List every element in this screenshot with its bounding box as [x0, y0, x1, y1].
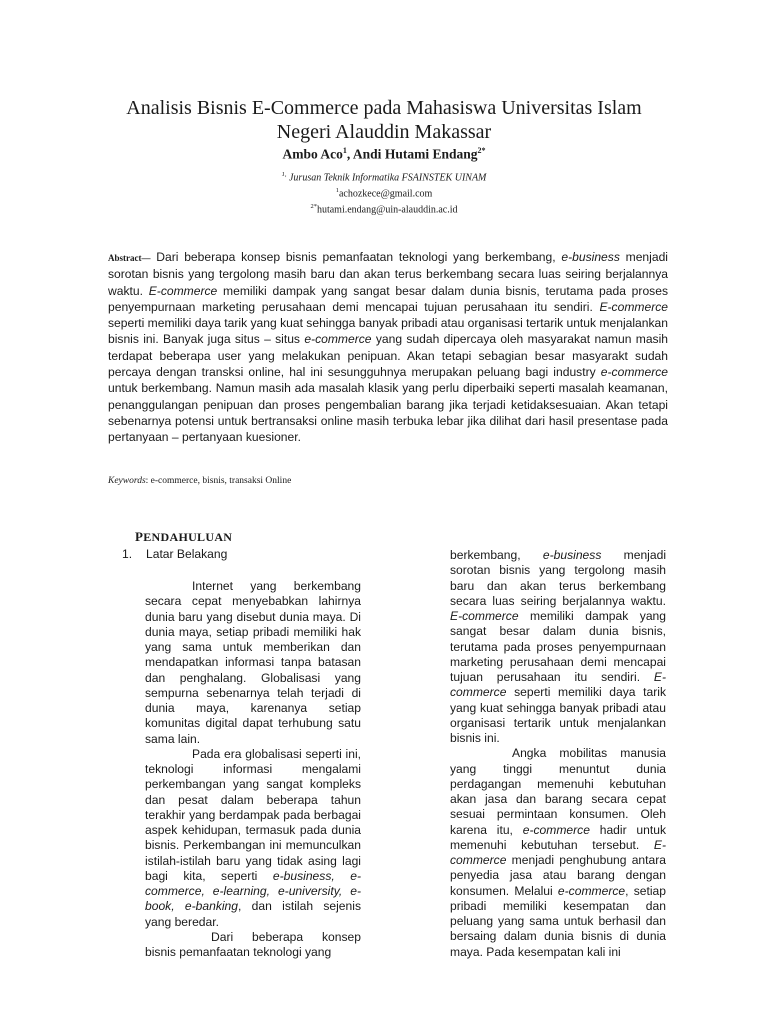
- affiliation-sup: 1,: [281, 171, 287, 178]
- right-p1-text-1: berkembang,: [450, 548, 543, 562]
- subsection-heading: [122, 547, 227, 561]
- right-p1-text-3: memiliki dampak yang sangat besar dalam dunia bisnis, terutama pada proses penyempurnaan marketing perusahaan demi mencapai tujuan perusahaan itu sendiri.: [450, 609, 666, 684]
- email-2-text: hutami.endang@uin-alauddin.ac.id: [316, 204, 458, 216]
- abstract-text-1: Dari beberapa konsep bisnis pemanfaatan teknologi yang berkembang,: [150, 250, 562, 264]
- right-p2-text-3: menjadi penghubung antara penyedia jasa atau barang dengan konsumen. Melalui: [450, 853, 666, 898]
- right-p1-text-4: seperti memiliki daya tarik yang kuat sehingga banyak pribadi atau organisasi tertarik untuk menjalankan bisnis ini.: [450, 685, 666, 745]
- affiliation: [0, 171, 768, 183]
- keywords-label: Keywords: [108, 476, 146, 486]
- author-separator: ,: [346, 146, 353, 162]
- abstract-text-6: untuk berkembang. Namun masih ada masalah klasik yang perlu diperbaiki seperti masalah keamanan, penanggulangan penipuan dan proses pengembalian barang jika terjadi ketidaksesuaian. Akan tetapi sebenarnya potensi untuk bertransaksi online masih terbuka lebar jika dilihat dari hasil presentase pada pertanyaan – pertanyaan kuesioner.: [108, 381, 668, 445]
- affiliation-text: Jurusan Teknik Informatika FSAINSTEK UINAM: [286, 172, 487, 184]
- email-1: [0, 187, 768, 199]
- abstract-text-3: memiliki dampak yang sangat besar dalam dunia bisnis, terutama pada proses penyempurnaan marketing perusahaan demi mencapai tujuan perusahaan itu sendiri.: [108, 283, 668, 314]
- right-p1-text-2: menjadi sorotan bisnis yang tergolong masih baru dan akan terus berkembang secara luas seiring berjalannya waktu.: [450, 548, 667, 608]
- abstract: [108, 249, 668, 446]
- section-heading-initial: P: [135, 529, 144, 544]
- author-2-sup: 2*: [477, 146, 486, 155]
- right-column: [450, 548, 666, 960]
- title-line-1: Analisis Bisnis E-Commerce pada Mahasiswa Universitas Islam: [126, 97, 642, 119]
- abstract-text-5: yang sudah dipercaya oleh masyarakat namun masih terdapat beberapa user yang melakukan penipuan. Akan tetapi sebagian besar masyarakt sudah percaya dengan transksi online, hal ini sesungguhnya merupakan peluang bagi industry: [108, 332, 668, 380]
- keywords-value: : e-commerce, bisnis, transaksi Online: [145, 476, 292, 486]
- author-1: Ambo Aco: [282, 146, 343, 162]
- email-2-sup: 2*: [310, 203, 317, 210]
- right-paragraph-1: [450, 548, 666, 746]
- abstract-label: Abstract—: [108, 253, 151, 263]
- right-p2-italic-1: e-commerce: [522, 822, 590, 837]
- abstract-text-4: seperti memiliki daya tarik yang kuat sehingga banyak pribadi atau organisasi tertarik untuk menjalankan bisnis ini. Banyak juga situs – situs: [108, 316, 668, 347]
- author-2: Andi Hutami Endang: [352, 146, 478, 162]
- right-p1-italic-3: E-commerce: [450, 670, 666, 700]
- section-heading-rest: ENDAHULUAN: [143, 530, 233, 544]
- right-p2-italic-2: E-commerce: [450, 837, 666, 867]
- left-paragraph-2: [145, 747, 361, 930]
- left-paragraph-3: Dari beberapa konsep bisnis pemanfaatan teknologi yang: [145, 929, 361, 959]
- title-line-2: Negeri Alauddin Makassar: [276, 121, 492, 143]
- section-heading: [135, 529, 232, 545]
- right-p2-text-4: , setiap pribadi memiliki kesempatan dan peluang yang sama untuk berhasil dan bersaing dalam dunia bisnis di dunia maya. Pada kesempatan kali ini: [450, 883, 666, 959]
- authors: [0, 146, 768, 163]
- right-p2-text-1: Angka mobilitas manusia yang tinggi menuntut dunia perdagangan memenuhi kebutuhan akan jasa dan barang secara cepat sesuai permintaan konsumen. Oleh karena itu,: [450, 746, 666, 837]
- left-column: [145, 579, 361, 960]
- right-p1-italic-2: E-commerce: [450, 609, 519, 623]
- right-p2-text-2: hadir untuk memenuhi kebutuhan tersebut.: [450, 822, 666, 852]
- abstract-italic-5: e-commerce: [600, 365, 668, 380]
- subsection-number: 1.: [122, 547, 133, 561]
- left-p2-italic-terms: e-business, e-commerce, e-learning, e-university, e-book, e-banking: [145, 868, 361, 914]
- email-1-sup: 1: [335, 187, 339, 194]
- subsection-title: Latar Belakang: [146, 547, 228, 561]
- author-1-sup: 1: [342, 146, 347, 155]
- email-1-text: achozkece@gmail.com: [338, 188, 433, 200]
- left-p2-text-2: , dan istilah sejenis yang beredar.: [145, 899, 361, 929]
- right-p2-italic-3: e-commerce: [557, 883, 626, 898]
- left-paragraph-1: Internet yang berkembang secara cepat menyebabkan lahirnya dunia baru yang disebut dunia maya. Di dunia maya, setiap pribadi memiliki hak yang sama untuk memberikan dan mendapatkan informasi tanpa batasan dan penghalang. Globalisasi yang sempurna sebenarnya telah terjadi di dunia maya, karenanya setiap komunitas digital dapat terhubung satu sama lain.: [145, 579, 361, 746]
- right-p1-italic-1: e-business: [542, 548, 602, 562]
- abstract-italic-1: e-business: [561, 250, 620, 264]
- paper-title: [60, 96, 708, 144]
- abstract-italic-4: e-commerce: [304, 332, 372, 347]
- email-2: [0, 203, 768, 215]
- left-p2-text-1: Pada era globalisasi seperti ini, teknologi informasi mengalami perkembangan yang sangat kompleks dan pesat dalam beberapa tahun terakhir yang berdampak pada berbagai aspek kehidupan, termasuk pada dunia bisnis. Perkembangan ini memunculkan istilah-istilah baru yang tidak asing lagi bagi kita, seperti: [145, 746, 361, 883]
- keywords: [108, 476, 668, 486]
- abstract-italic-2: E-commerce: [148, 283, 218, 298]
- abstract-text-2: menjadi sorotan bisnis yang tergolong masih baru dan akan terus berkembang secara luas seiring berjalannya waktu.: [108, 250, 668, 298]
- right-paragraph-2: [450, 746, 666, 960]
- abstract-italic-3: E-commerce: [599, 299, 668, 314]
